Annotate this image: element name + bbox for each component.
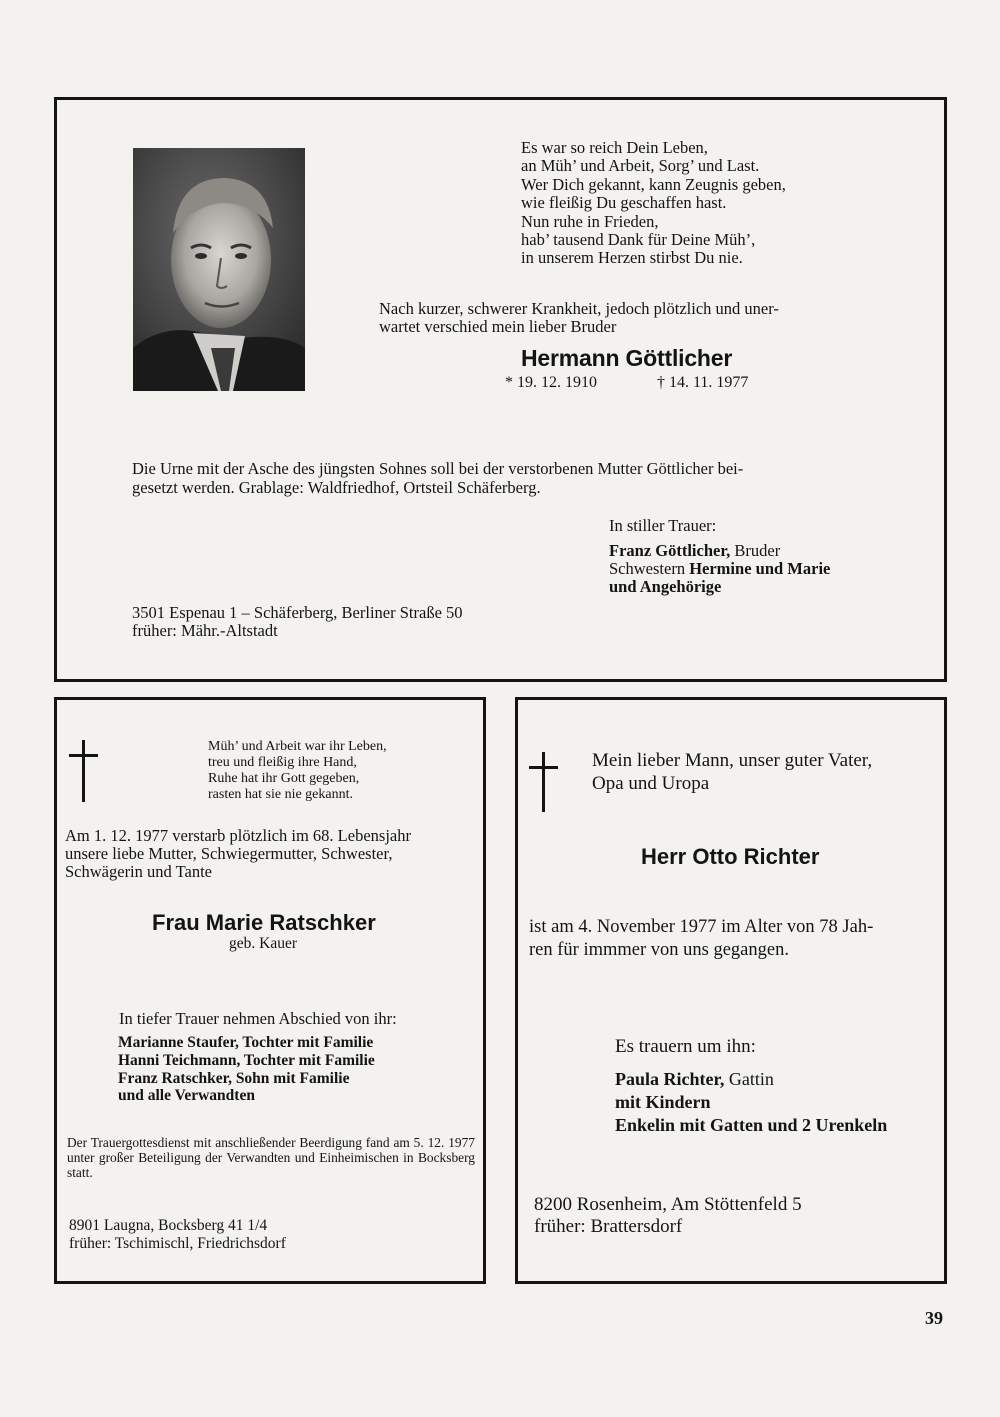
mourner-line	[609, 542, 830, 560]
mourner-relation: Bruder	[730, 541, 781, 560]
burial-note	[132, 459, 743, 497]
address-line: 8901 Laugna, Bocksberg 41 1/4	[69, 1217, 268, 1234]
poem-line: an Müh’ und Arbeit, Sorg’ und Last.	[521, 156, 760, 176]
address-line: 8200 Rosenheim, Am Stöttenfeld 5	[534, 1194, 802, 1215]
announcement-intro	[379, 300, 779, 337]
poem-line: Es war so reich Dein Leben,	[521, 138, 708, 157]
poem-line: hab’ tausend Dank für Deine Müh’,	[521, 230, 756, 250]
mourner-line	[615, 1068, 887, 1091]
mourner-line: mit Kindern	[615, 1092, 711, 1112]
death-date: † 14. 11. 1977	[657, 374, 749, 391]
mourners-list	[615, 1068, 887, 1137]
announcement-intro	[65, 827, 411, 882]
deceased-name: Hermann Göttlicher	[521, 345, 733, 371]
mourner-line	[609, 560, 830, 578]
poem-line: Nun ruhe in Frieden,	[521, 211, 659, 231]
mourner-name: Franz Göttlicher,	[609, 541, 731, 560]
mourner-relation: Gattin	[724, 1069, 774, 1089]
death-statement-line: ren für immmer von uns gegangen.	[529, 940, 789, 960]
page-number: 39	[925, 1308, 943, 1328]
poem-line: Ruhe hat ihr Gott gegeben,	[208, 771, 360, 787]
mourner-line: Marianne Staufer, Tochter mit Familie	[118, 1034, 374, 1051]
maiden-name: geb. Kauer	[229, 935, 297, 952]
mourning-label: In stiller Trauer:	[609, 516, 717, 535]
announcement-intro	[592, 749, 872, 795]
poem-line: treu und fleißig ihre Hand,	[208, 755, 357, 771]
intro-line: Mein lieber Mann, unser guter Vater,	[592, 750, 873, 771]
mourner-name: Hermine und Marie	[689, 559, 831, 579]
funeral-service-note: Der Trauergottesdienst mit anschließender Beerdigung fand am 5. 12. 1977 unter großer Beteiligung der Verwandten und Einheimischen in Bocksberg statt.	[67, 1135, 475, 1181]
life-dates	[505, 374, 748, 392]
mourner-name: und Angehörige	[609, 577, 722, 597]
mourners-list	[118, 1034, 375, 1105]
address-line: früher: Brattersdorf	[534, 1216, 683, 1237]
obituary-marie-ratschker	[54, 697, 486, 1284]
mourner-line: Franz Ratschker, Sohn mit Familie	[118, 1069, 350, 1087]
deceased-name: Herr Otto Richter	[641, 844, 820, 869]
poem-line: rasten hat sie nie gekannt.	[208, 787, 354, 803]
intro-line: Opa und Uropa	[592, 773, 710, 794]
portrait-photo	[133, 148, 305, 391]
poem-line: wie fleißig Du geschaffen hast.	[521, 193, 727, 213]
death-statement	[529, 916, 873, 962]
mourner-name: Paula Richter,	[615, 1069, 725, 1089]
poem	[521, 139, 786, 268]
obituary-otto-richter	[515, 697, 947, 1284]
deceased-name: Frau Marie Ratschker	[152, 910, 376, 935]
burial-note-line: gesetzt werden. Grablage: Waldfriedhof, Ortsteil Schäferberg.	[132, 478, 541, 497]
address-line: 3501 Espenau 1 – Schäferberg, Berliner Straße 50	[132, 603, 463, 622]
mourner-line: und alle Verwandten	[118, 1087, 255, 1105]
address	[132, 604, 463, 641]
mourner-relation: Schwestern	[609, 559, 690, 579]
obituary-hermann-goettlicher	[54, 97, 947, 682]
intro-line: unsere liebe Mutter, Schwiegermutter, Schwester,	[65, 844, 393, 864]
cross-icon	[529, 752, 558, 812]
poem-line: Müh’ und Arbeit war ihr Leben,	[208, 739, 387, 754]
poem-line: in unserem Herzen stirbst Du nie.	[521, 248, 743, 268]
address	[534, 1194, 802, 1238]
mourning-label: In tiefer Trauer nehmen Abschied von ihr:	[119, 1009, 397, 1028]
mourner-line: Enkelin mit Gatten und 2 Urenkeln	[615, 1115, 888, 1135]
address-line: früher: Tschimischl, Friedrichsdorf	[69, 1235, 286, 1253]
burial-note-line: Die Urne mit der Asche des jüngsten Sohnes soll bei der verstorbenen Mutter Göttlicher bei-	[132, 459, 744, 478]
poem	[208, 739, 387, 803]
death-statement-line: ist am 4. November 1977 im Alter von 78 Jah-	[529, 917, 874, 937]
birth-date: * 19. 12. 1910	[505, 374, 597, 391]
address	[69, 1217, 286, 1253]
intro-line: Am 1. 12. 1977 verstarb plötzlich im 68. Lebensjahr	[65, 826, 411, 845]
intro-line: Schwägerin und Tante	[65, 862, 213, 882]
intro-line: Nach kurzer, schwerer Krankheit, jedoch plötzlich und uner-	[379, 299, 779, 318]
address-line: früher: Mähr.-Altstadt	[132, 621, 278, 641]
mourner-line: Hanni Teichmann, Tochter mit Familie	[118, 1051, 375, 1069]
mourner-line	[609, 578, 830, 596]
cross-icon	[69, 740, 98, 802]
mourning-label: Es trauern um ihn:	[615, 1036, 756, 1057]
poem-line: Wer Dich gekannt, kann Zeugnis geben,	[521, 174, 786, 194]
intro-line: wartet verschied mein lieber Bruder	[379, 317, 617, 337]
mourners-list	[609, 542, 830, 597]
